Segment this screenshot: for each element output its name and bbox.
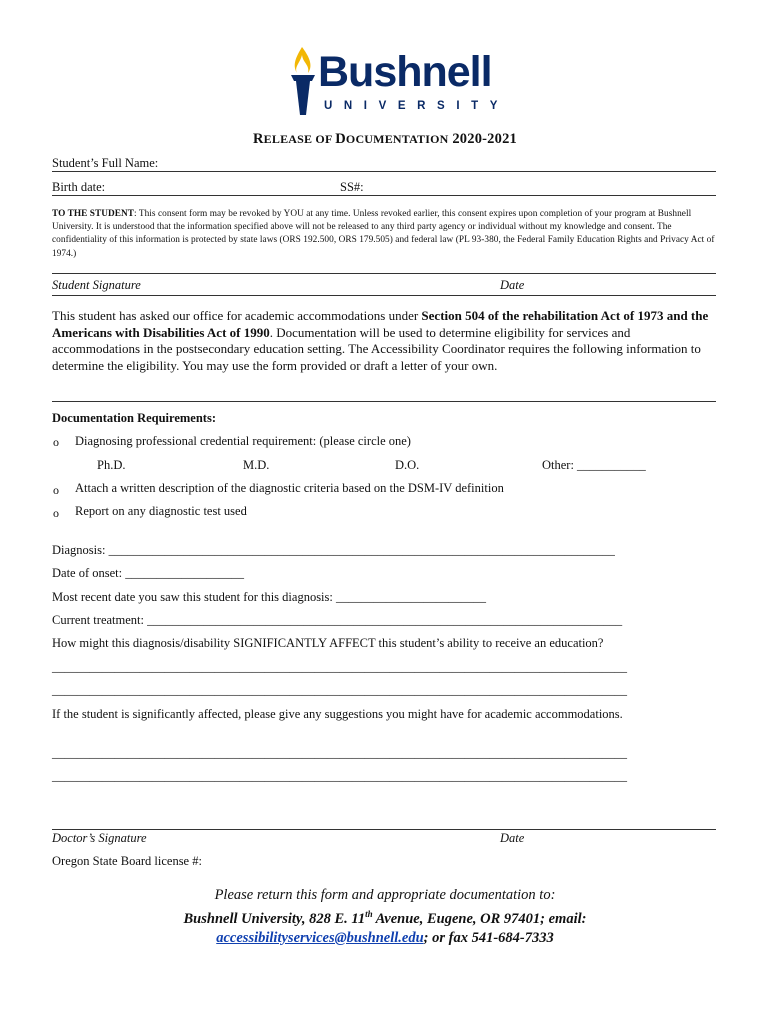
bullet-icon: o bbox=[53, 435, 59, 449]
bullet-icon: o bbox=[53, 506, 59, 520]
consent-text: TO THE STUDENT: This consent form may be revoked by YOU at any time. Unless revoked earlier, this consent expires upon completion of your program at Bushnell University. It is understood that the information specified above will not be released to any third party agency or individual without my knowledge and consent. The confidentiality of this information is protected by state laws (ORS 192.500, ORS 179.505) and federal law (PL 93-380, the Federal Family Education Rights and Privacy Act of 1974.) bbox=[52, 209, 715, 259]
student-date-label: Date bbox=[500, 278, 525, 292]
student-signature-label: Student Signature bbox=[52, 278, 141, 292]
credential-other[interactable]: Other: ___________ bbox=[542, 458, 646, 472]
requirement-item: Report on any diagnostic test used bbox=[75, 504, 247, 518]
full-name-label: Student’s Full Name: bbox=[52, 156, 159, 170]
answer-line[interactable]: ____________________________________________________________________________________________ bbox=[52, 746, 627, 760]
license-label: Oregon State Board license #: bbox=[52, 854, 202, 868]
full-name-field[interactable] bbox=[52, 171, 716, 172]
requirement-item: Diagnosing professional credential requirement: (please circle one) bbox=[75, 434, 411, 448]
logo-subtitle: UNIVERSITY bbox=[324, 100, 510, 112]
divider bbox=[52, 295, 716, 296]
ss-label: SS#: bbox=[340, 180, 364, 194]
recent-date-field[interactable]: Most recent date you saw this student for this diagnosis: ________________________ bbox=[52, 590, 486, 604]
requirements-heading: Documentation Requirements: bbox=[52, 411, 216, 425]
logo-wordmark: Bushnell bbox=[318, 48, 492, 96]
answer-line[interactable]: ____________________________________________________________________________________________ bbox=[52, 683, 627, 697]
student-signature-field[interactable] bbox=[52, 273, 716, 274]
bullet-icon: o bbox=[53, 483, 59, 497]
answer-line[interactable]: ____________________________________________________________________________________________ bbox=[52, 660, 627, 674]
intro-paragraph: This student has asked our office for academic accommodations under Section 504 of the rehabilitation Act of 1973 and the Americans with Disabilities Act of 1990. Documentation will be used to determine eligibility for services and accommodations in the postsecondary education setting. The Accessibility Coordinator requires the following information to determine the eligibility. You may use the form provided or draft a letter of your own. bbox=[52, 308, 709, 373]
birth-date-field[interactable] bbox=[52, 195, 716, 196]
email-link[interactable]: accessibilityservices@bushnell.edu bbox=[216, 929, 424, 946]
answer-line[interactable]: ____________________________________________________________________________________________ bbox=[52, 769, 627, 783]
credential-phd[interactable]: Ph.D. bbox=[97, 458, 126, 472]
torch-icon bbox=[288, 45, 320, 120]
university-logo bbox=[288, 45, 510, 120]
page-title: RELEASE OF DOCUMENTATION 2020-2021 bbox=[252, 131, 517, 147]
credential-md[interactable]: M.D. bbox=[243, 458, 270, 472]
divider bbox=[52, 401, 716, 402]
suggest-question: If the student is significantly affected, please give any suggestions you might have for academic accommodations. bbox=[52, 707, 623, 721]
treatment-field[interactable]: Current treatment: ____________________________________________________________________________ bbox=[52, 613, 623, 627]
credential-do[interactable]: D.O. bbox=[395, 458, 420, 472]
doctor-signature-field[interactable] bbox=[52, 829, 716, 830]
birth-date-label: Birth date: bbox=[52, 180, 106, 194]
affect-question: How might this diagnosis/disability SIGNIFICANTLY AFFECT this student’s ability to receive an education? bbox=[52, 636, 604, 650]
doctor-signature-label: Doctor’s Signature bbox=[52, 831, 147, 845]
requirement-item: Attach a written description of the diagnostic criteria based on the DSM-IV definition bbox=[75, 481, 504, 495]
doctor-date-label: Date bbox=[500, 831, 525, 845]
diagnosis-field[interactable]: Diagnosis: _________________________________________________________________________________ bbox=[52, 543, 615, 557]
onset-field[interactable]: Date of onset: ___________________ bbox=[52, 566, 244, 580]
return-instructions: Please return this form and appropriate documentation to: Bushnell University, 828 E. 11th Avenue, Eugene, OR 97401; email: accessibilityservices@bushnell.edu; or fax 541-684-7333 bbox=[183, 887, 587, 946]
